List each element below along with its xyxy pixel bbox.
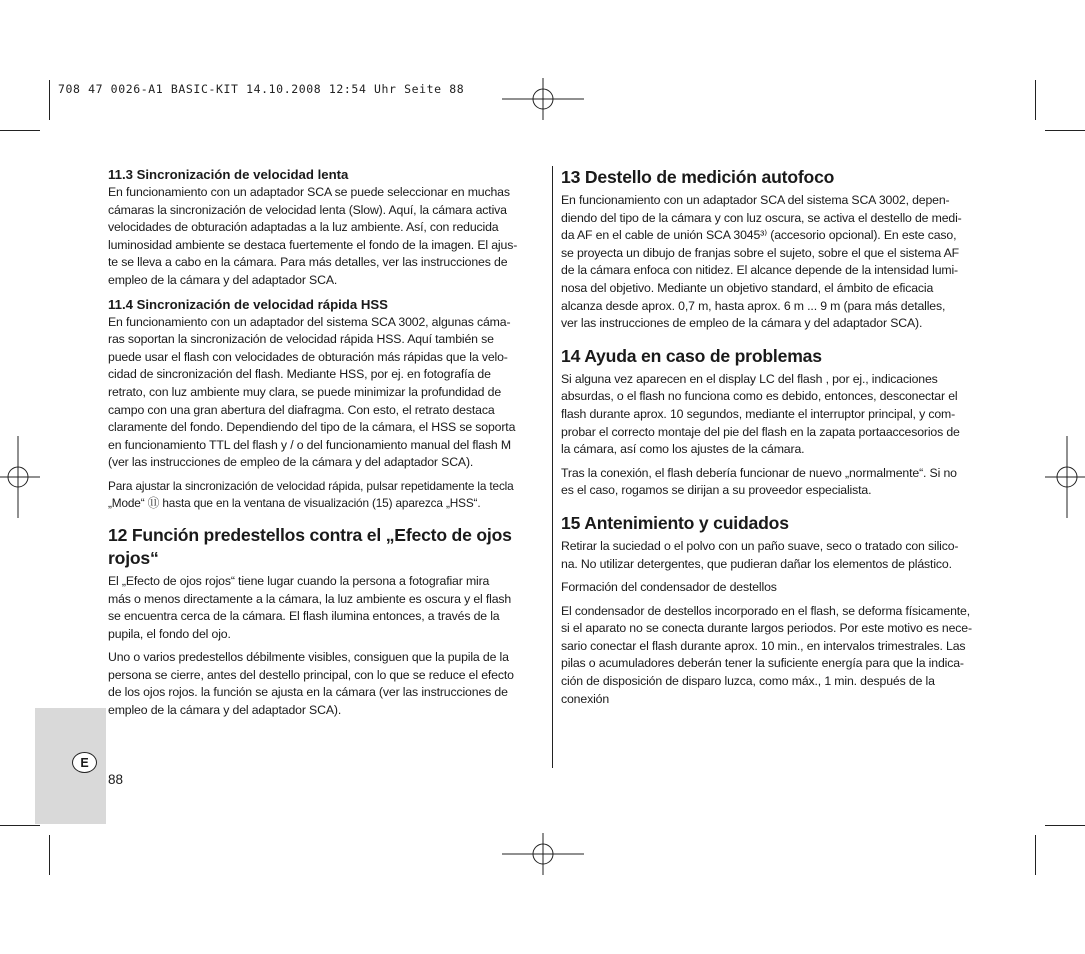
registration-mark-top (502, 78, 584, 120)
page-number: 88 (108, 772, 124, 787)
text-line: retrato, con luz ambiente muy clara, se puede minimizar la profundidad de (108, 384, 502, 399)
registration-mark-left (0, 436, 40, 518)
text-line: en funcionamiento TTL del flash y / o del funcionamiento manual del flash M (108, 437, 511, 452)
text-line: te se lleva a cabo en la cámara. Para más detalles, ver las instrucciones de (108, 255, 508, 270)
text-line: sario conectar el flash durante aprox. 10 min., en intervalos trimestrales. Las (561, 638, 966, 653)
paragraph-15-2 (561, 603, 993, 709)
text-line: es el caso, rogamos se dirijan a su proveedor especialista. (561, 483, 872, 498)
column-divider (552, 166, 553, 768)
text-line: velocidades de obturación adaptadas a la luz ambiente. Así, con reducida (108, 220, 499, 235)
text-line: alcanza desde aprox. 0,7 m, hasta aprox. 6 m ... 9 m (para más detalles, (561, 298, 946, 313)
paragraph-15-1 (561, 538, 993, 573)
text-line: se encuentra cerca de la cámara. El flash ilumina entonces, a través de la (108, 609, 500, 624)
text-line: da AF en el cable de unión SCA 3045³⁾ (accesorio opcional). En este caso, (561, 228, 957, 243)
text-line: persona se cierre, antes del destello principal, con lo que se reduce el efecto (108, 667, 514, 682)
text-line: de la cámara enfoca con nitidez. El alcance depende de la intensidad lumi- (561, 263, 959, 278)
crop-mark-bl-h (0, 825, 40, 826)
text-line: (ver las instrucciones de empleo de la cámara y del adaptador SCA). (108, 455, 474, 470)
heading-12: 12 Función predestellos contra el „Efecto de ojos rojos“ (108, 524, 512, 568)
registration-mark-right (1045, 436, 1085, 518)
text-line: más o menos directamente a la cámara, la luz ambiente es oscura y el flash (108, 591, 512, 606)
text-line: ver las instrucciones de empleo de la cámara y del adaptador SCA). (561, 316, 923, 331)
paragraph-11-3 (108, 184, 544, 290)
text-line: Si alguna vez aparecen en el display LC del flash , por ej., indicaciones (561, 371, 938, 386)
paragraph-11-4 (108, 314, 544, 472)
crop-mark-br-v (1035, 835, 1036, 875)
text-line: conexión (561, 691, 610, 706)
paragraph-12-2 (108, 649, 544, 719)
language-badge: E (72, 752, 97, 773)
text-line: cidad de sincronización del flash. Mediante HSS, por ej. en fotografía de (108, 367, 491, 382)
note-11-4 (108, 478, 544, 512)
registration-mark-bottom (502, 833, 584, 875)
text-line: de los ojos rojos. la función se ajusta en la cámara (ver las instrucciones de (108, 685, 508, 700)
print-slug: 708 47 0026-A1 BASIC-KIT 14.10.2008 12:54 Uhr Seite 88 (58, 82, 465, 96)
paragraph-14-2 (561, 465, 993, 500)
text-line: Para ajustar la sincronización de velocidad rápida, pulsar repetidamente la tecla (108, 478, 514, 493)
text-line: puede usar el flash con velocidades de obturación más rápidas que la velo- (108, 349, 508, 364)
text-line: En funcionamiento con un adaptador del sistema SCA 3002, algunas cáma- (108, 314, 511, 329)
text-line: pupila, el fondo del ojo. (108, 626, 231, 641)
text-line: luminosidad ambiente se destaca fuertemente el fondo de la imagen. El ajus- (108, 237, 518, 252)
text-line: cámaras la sincronización de velocidad lenta (Slow). Aquí, la cámara activa (108, 202, 507, 217)
text-line: ción de disposición de disparo luzca, como máx., 1 min. después de la (561, 674, 935, 689)
text-line: si el aparato no se conecta durante largos periodos. Por este motivo es nece- (561, 621, 972, 636)
right-column (561, 166, 993, 714)
crop-mark-tl-h (0, 130, 40, 131)
section-13 (561, 166, 993, 333)
section-15 (561, 512, 993, 708)
text-line: ras soportan la sincronización de velocidad rápida HSS. Aquí también se (108, 332, 494, 347)
crop-mark-br-h (1045, 825, 1085, 826)
paragraph-13 (561, 192, 993, 333)
text-line: pilas o acumuladores deberán tener la suficiente energía para que la indica- (561, 656, 964, 671)
crop-mark-bl-v (49, 835, 50, 875)
crop-mark-tl-v (49, 80, 50, 120)
text-line: diendo del tipo de la cámara y con luz oscura, se activa el destello de medi- (561, 210, 962, 225)
text-line: El „Efecto de ojos rojos“ tiene lugar cuando la persona a fotografiar mira (108, 573, 490, 588)
text-line: la cámara, así como los ajustes de la cámara. (561, 442, 805, 457)
paragraph-12-1 (108, 573, 544, 643)
section-11-3 (108, 166, 544, 290)
text-line: na. No utilizar detergentes, que pudieran dañar los elementos de plástico. (561, 556, 952, 571)
text-line: empleo de la cámara y del adaptador SCA. (108, 272, 338, 287)
text-line: se proyecta un dibujo de franjas sobre el sujeto, sobre el que el sistema AF (561, 245, 960, 260)
text-line: El condensador de destellos incorporado en el flash, se deforma físicamente, (561, 603, 970, 618)
section-14 (561, 345, 993, 500)
paragraph-14-1 (561, 371, 993, 459)
section-12 (108, 524, 544, 720)
heading-11-4: 11.4 Sincronización de velocidad rápida HSS (108, 296, 388, 312)
text-line: Uno o varios predestellos débilmente visibles, consiguen que la pupila de la (108, 650, 509, 665)
crop-mark-tr-h (1045, 130, 1085, 131)
text-line: nosa del objetivo. Mediante un objetivo standard, el ámbito de eficacia (561, 280, 934, 295)
text-line: campo con una gran abertura del diafragma. Con esto, el retrato destaca (108, 402, 495, 417)
text-line: En funcionamiento con un adaptador SCA del sistema SCA 3002, depen- (561, 193, 950, 207)
section-11-4 (108, 296, 544, 512)
heading-13: 13 Destello de medición autofoco (561, 167, 835, 187)
text-line: Retirar la suciedad o el polvo con un paño suave, seco o tratado con silico- (561, 538, 959, 553)
text-line: claramente del fondo. Dependiendo del tipo de la cámara, el HSS se soporta (108, 420, 516, 435)
text-line: absurdas, o el flash no funciona como es debido, entonces, desconectar el (561, 389, 958, 404)
text-line: flash durante aprox. 10 segundos, mediante el interruptor principal, y com- (561, 406, 956, 421)
heading-14: 14 Ayuda en caso de problemas (561, 345, 822, 366)
text-line: probar el correcto montaje del pie del flash en la zapata portaaccesorios de (561, 424, 960, 439)
text-line: En funcionamiento con un adaptador SCA se puede seleccionar en muchas (108, 185, 510, 199)
heading-11-3: 11.3 Sincronización de velocidad lenta (108, 167, 349, 182)
heading-15: 15 Antenimiento y cuidados (561, 512, 789, 533)
text-line: „Mode“ ⑪ hasta que en la ventana de visualización (15) aparezca „HSS“. (108, 495, 481, 510)
text-line: empleo de la cámara y del adaptador SCA). (108, 703, 342, 718)
left-column (108, 166, 544, 726)
text-line: Tras la conexión, el flash debería funcionar de nuevo „normalmente“. Si no (561, 465, 957, 480)
crop-mark-tr-v (1035, 80, 1036, 120)
subheading-15: Formación del condensador de destellos (561, 580, 777, 595)
